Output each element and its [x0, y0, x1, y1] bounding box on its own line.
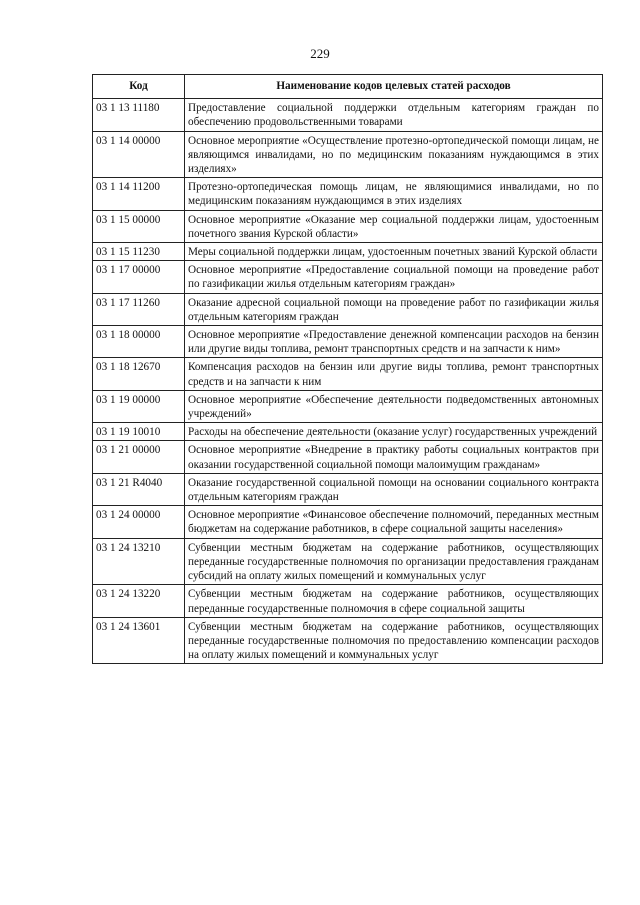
row-name: Расходы на обеспечение деятельности (оказание услуг) государственных учреждений	[185, 423, 603, 441]
table-header-row	[93, 75, 603, 99]
table-row	[93, 293, 603, 325]
row-code: 03 1 24 13601	[93, 617, 185, 664]
page-number: 229	[310, 46, 330, 61]
row-code: 03 1 21 R4040	[93, 473, 185, 505]
row-code: 03 1 17 11260	[93, 293, 185, 325]
row-name: Оказание государственной социальной помощи на основании социального контракта отдельным категориям граждан	[185, 473, 603, 505]
row-code: 03 1 18 00000	[93, 326, 185, 358]
row-code: 03 1 24 13210	[93, 538, 185, 585]
target-codes-table	[92, 74, 603, 664]
table-row	[93, 178, 603, 210]
table-row	[93, 585, 603, 617]
table-row	[93, 473, 603, 505]
table-row	[93, 506, 603, 538]
table-row	[93, 261, 603, 293]
row-name: Оказание адресной социальной помощи на проведение работ по газификации жилья отдельным категориям граждан	[185, 293, 603, 325]
row-name: Основное мероприятие «Финансовое обеспечение полномочий, переданных местным бюджетам на содержание работников, в сфере социальной защиты населения»	[185, 506, 603, 538]
table-row	[93, 326, 603, 358]
row-name: Субвенции местным бюджетам на содержание работников, осуществляющих переданные государственные полномочия в сфере социальной защиты	[185, 585, 603, 617]
row-code: 03 1 14 00000	[93, 131, 185, 178]
table-row	[93, 210, 603, 242]
row-code: 03 1 15 11230	[93, 243, 185, 261]
row-name: Субвенции местным бюджетам на содержание работников, осуществляющих переданные государственные полномочия по предоставлению компенсации расходов на оплату жилых помещений и коммунальных услуг	[185, 617, 603, 664]
table-row	[93, 358, 603, 390]
row-name: Основное мероприятие «Предоставление денежной компенсации расходов на бензин или другие виды топлива, ремонт транспортных средств и на запчасти к ним»	[185, 326, 603, 358]
row-code: 03 1 18 12670	[93, 358, 185, 390]
row-name: Основное мероприятие «Внедрение в практику работы социальных контрактов при оказании государственной социальной помощи малоимущим гражданам»	[185, 441, 603, 473]
header-code: Код	[93, 75, 185, 99]
row-code: 03 1 15 00000	[93, 210, 185, 242]
row-code: 03 1 19 00000	[93, 390, 185, 422]
row-name: Предоставление социальной поддержки отдельным категориям граждан по обеспечению продовольственными товарами	[185, 99, 603, 131]
row-code: 03 1 19 10010	[93, 423, 185, 441]
row-code: 03 1 24 00000	[93, 506, 185, 538]
row-name: Субвенции местным бюджетам на содержание работников, осуществляющих переданные государственные полномочия по организации предоставления гражданам субсидий на оплату жилых помещений и коммунальных услуг	[185, 538, 603, 585]
row-name: Основное мероприятие «Оказание мер социальной поддержки лицам, удостоенным почетного звания Курской области»	[185, 210, 603, 242]
row-name: Основное мероприятие «Осуществление протезно-ортопедической помощи лицам, не являющимся инвалидами, но по медицинским показаниям нуждающимся в этих изделиях»	[185, 131, 603, 178]
row-name: Меры социальной поддержки лицам, удостоенным почетных званий Курской области	[185, 243, 603, 261]
table-row	[93, 99, 603, 131]
table-row	[93, 390, 603, 422]
header-name: Наименование кодов целевых статей расходов	[185, 75, 603, 99]
table-row	[93, 243, 603, 261]
table-row	[93, 538, 603, 585]
table-row	[93, 617, 603, 664]
row-code: 03 1 13 11180	[93, 99, 185, 131]
row-code: 03 1 14 11200	[93, 178, 185, 210]
table-row	[93, 441, 603, 473]
row-code: 03 1 21 00000	[93, 441, 185, 473]
row-name: Основное мероприятие «Предоставление социальной помощи на проведение работ по газификации жилья отдельным категориям граждан»	[185, 261, 603, 293]
row-code: 03 1 17 00000	[93, 261, 185, 293]
table-row	[93, 131, 603, 178]
row-name: Основное мероприятие «Обеспечение деятельности подведомственных автономных учреждений»	[185, 390, 603, 422]
row-name: Компенсация расходов на бензин или другие виды топлива, ремонт транспортных средств и на запчасти к ним	[185, 358, 603, 390]
row-code: 03 1 24 13220	[93, 585, 185, 617]
row-name: Протезно-ортопедическая помощь лицам, не являющимися инвалидами, но по медицинским показаниям нуждающимся в этих изделиях	[185, 178, 603, 210]
table-row	[93, 423, 603, 441]
